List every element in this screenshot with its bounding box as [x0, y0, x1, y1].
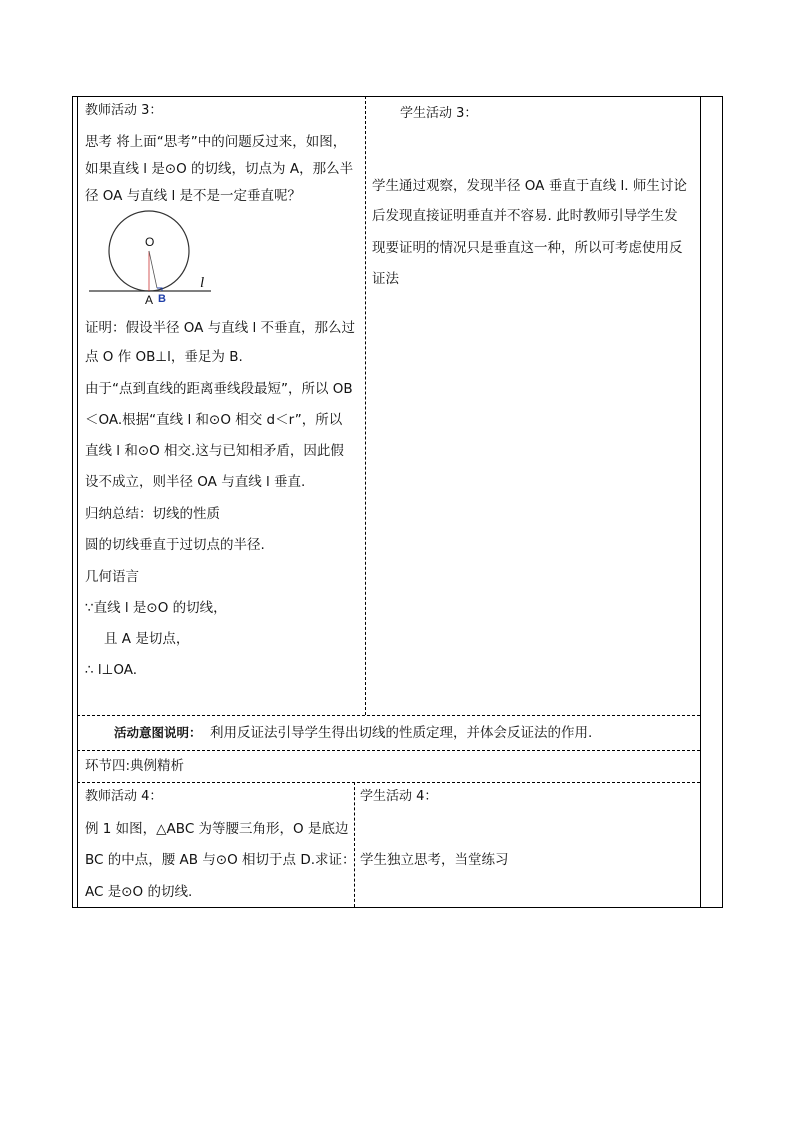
geometry-line-2: 且 A 是切点， [104, 631, 190, 647]
intent-text: 利用反证法引导学生得出切线的性质定理，并体会反证法的作用. [210, 725, 593, 741]
student-activity-4-heading: 学生活动 4： [360, 789, 438, 804]
proof-line-3: 由于“点到直线的距离垂线段最短”，所以 OB [85, 381, 353, 397]
diagram-label-b: B [158, 293, 166, 305]
teacher-activity-3-heading: 教师活动 3： [85, 103, 163, 118]
section-title: 环节四:典例精析 [85, 758, 185, 774]
student-activity-3-heading: 学生活动 3： [400, 106, 478, 121]
proof-line-4: ＜OA.根据“直线 l 和⊙O 相交 d＜r”，所以 [85, 412, 343, 428]
student-3-line-1: 学生通过观察，发现半径 OA 垂直于直线 l. 师生讨论 [372, 178, 687, 194]
proof-line-2: 点 O 作 OB⊥l，垂足为 B. [85, 349, 243, 365]
teacher-activity-4-heading: 教师活动 4： [85, 789, 163, 804]
diagram-label-l: l [200, 275, 205, 291]
proof-line-5: 直线 l 和⊙O 相交.这与已知相矛盾，因此假 [85, 443, 344, 459]
example-line-3: AC 是⊙O 的切线. [85, 884, 193, 900]
tangent-diagram [85, 208, 225, 308]
diagram-label-o: O [145, 235, 155, 249]
intent-label: 活动意图说明： [114, 725, 202, 740]
example-line-2: BC 的中点，腰 AB 与⊙O 相切于点 D.求证： [85, 852, 356, 868]
geometry-language-title: 几何语言 [85, 569, 139, 585]
geometry-line-1: ∵直线 l 是⊙O 的切线， [85, 600, 227, 616]
think-line-2: 如果直线 l 是⊙O 的切线，切点为 A，那么半 [85, 161, 354, 177]
example-line-1: 例 1 如图，△ABC 为等腰三角形，O 是底边 [85, 821, 349, 837]
diagram-label-a: A [145, 293, 154, 307]
student-4-text: 学生独立思考，当堂练习 [360, 852, 509, 868]
student-3-line-3: 现要证明的情况只是垂直这一种，所以可考虑使用反 [372, 240, 683, 256]
proof-line-6: 设不成立，则半径 OA 与直线 l 垂直. [85, 474, 306, 490]
summary-title: 归纳总结：切线的性质 [85, 506, 220, 522]
student-3-line-2: 后发现直接证明垂直并不容易. 此时教师引导学生发 [372, 208, 678, 224]
proof-line-1: 证明：假设半径 OA 与直线 l 不垂直，那么过 [85, 320, 356, 336]
geometry-line-3: ∴ l⊥OA. [85, 662, 138, 678]
think-line-3: 径 OA 与直线 l 是不是一定垂直呢？ [85, 188, 302, 204]
student-3-line-4: 证法 [372, 271, 399, 287]
summary-text: 圆的切线垂直于过切点的半径. [85, 537, 265, 553]
think-line-1: 思考 将上面“思考”中的问题反过来，如图， [85, 134, 347, 150]
